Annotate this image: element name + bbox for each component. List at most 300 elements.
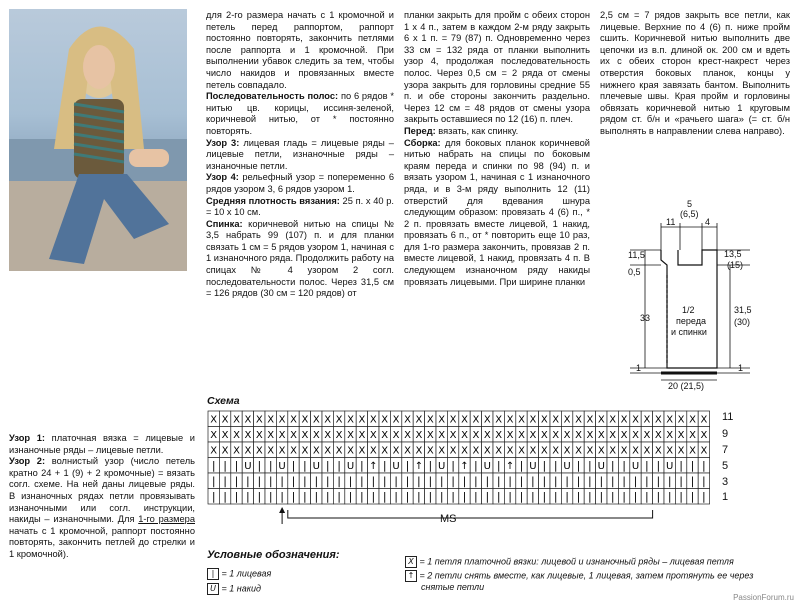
chart-cell-symbol: X [506, 445, 514, 457]
chart-cell-symbol: | [508, 474, 512, 488]
chart-cell-symbol: X [472, 430, 480, 442]
chart-cell-symbol: | [360, 474, 364, 488]
chart-cell-symbol: | [268, 459, 273, 473]
chart-cell-symbol: X [689, 445, 696, 457]
pattern-1-text: Узор 1: платочная вязка = лицевые и изнаночные ряды – лицевые петли. [9, 433, 196, 455]
chart-cell-symbol: | [519, 474, 524, 488]
garment-diagram [600, 199, 790, 391]
chart-cell-symbol: | [439, 474, 444, 488]
chart-cell-symbol: X [449, 430, 457, 442]
chart-cell-symbol: X [312, 445, 320, 457]
chart-cell-symbol: | [588, 490, 592, 504]
chart-cell-symbol: X [438, 445, 446, 457]
chart-cell-symbol: X [267, 445, 275, 457]
chart-cell-symbol: X [415, 430, 423, 442]
chart-cell-symbol: X [552, 445, 560, 457]
chart-cell-symbol: X [552, 414, 560, 426]
chart-cell-symbol: X [301, 445, 309, 457]
chart-cell-symbol: | [633, 490, 638, 504]
chart-cell-symbol: X [495, 445, 503, 457]
chart-cell-symbol: | [428, 474, 433, 488]
chart-cell-symbol: X [426, 414, 434, 426]
paragraph-assembly: Сборка: для боковых планок коричневой нитью набрать на спицы по боковым краям переда и спинки по 98 (94) п. и вязать узором 1, начиная с 1 изнаночного ряда, и в 3-м ряду выполнить 12 (11) отверстий для вдевания шнура следующим образом: провязать 4 (6) п., * 2 п. провязать вместе лицевой, 1 накид, провязать 6 п., от * повторить еще 10 раз, для 1-го размера закончить, провязав 2 п. вместе лицевой, 1 накид, провязать 4 п. В следующем изнаночном ряду накиды провязать лицевыми. При ширине планки [404, 137, 590, 287]
chart-cell-symbol: | [496, 474, 501, 488]
chart-cell-symbol: X [324, 445, 332, 457]
chart-cell-symbol: | [337, 474, 341, 488]
chart-cell-symbol: | [690, 474, 695, 488]
chart-cell-symbol: | [519, 459, 524, 473]
chart-cell-symbol: | [303, 490, 307, 504]
chart-cell-symbol: | [553, 459, 558, 473]
chart-cell-symbol: | [257, 490, 262, 504]
chart-cell-symbol: | [610, 474, 615, 488]
chart-cell-symbol: X [381, 445, 389, 457]
chart-cell-symbol: X [210, 445, 218, 457]
chart-cell-symbol: | [405, 490, 410, 504]
chart-cell-symbol: X [597, 414, 605, 426]
chart-cell-symbol: | [257, 459, 262, 473]
chart-cell-symbol: | [337, 490, 341, 504]
chart-cell-symbol: X [586, 430, 594, 442]
chart-cell-symbol: X [426, 445, 434, 457]
row-num-7: 7 [722, 444, 729, 456]
dim-left-b: 0,5 [628, 267, 641, 277]
chart-cell-symbol: X [620, 430, 628, 442]
chart-cell-symbol: X [540, 414, 548, 426]
chart-cell-symbol: X [449, 414, 457, 426]
legend-knit: | = 1 лицевая [207, 568, 271, 580]
chart-cell-symbol: | [451, 490, 455, 504]
chart-cell-symbol: | [405, 474, 410, 488]
chart-cell-symbol: | [223, 459, 227, 473]
chart-cell-symbol: X [335, 414, 343, 426]
row-num-5: 5 [722, 460, 729, 472]
chart-cell-symbol: X [677, 430, 685, 442]
chart-cell-symbol: | [508, 490, 512, 504]
legend-title: Условные обозначения: [207, 549, 340, 561]
chart-cell-symbol: X [483, 445, 491, 457]
garment-outline [600, 205, 790, 390]
chart-cell-symbol: | [531, 490, 535, 504]
chart-cell-symbol: | [667, 474, 672, 488]
chart-cell-symbol: X [312, 430, 320, 442]
paragraph-intro: для 2-го размера начать с 1 кромочной и петель перед раппортом, раппорт постоянно повторять, закончить петлями после раппорта и 1 кромочной. При выполнении убавок следить за тем, чтобы число накидов и провязанных вместе петель совпадало. [206, 10, 394, 90]
chart-cell-symbol: X [597, 445, 605, 457]
chart-cell-symbol: | [337, 459, 341, 473]
dim-top-right: 4 [705, 217, 711, 227]
chart-cell-symbol: X [221, 445, 229, 457]
chart-cell-symbol: U [597, 461, 605, 473]
paragraph-front: Перед: вязать, как спинку. [404, 125, 519, 136]
chart-cell-symbol: X [210, 430, 218, 442]
chart-cell-symbol: | [325, 474, 330, 488]
chart-cell-symbol: | [610, 459, 615, 473]
chart-cell-symbol: ↑ [369, 461, 378, 473]
chart-cell-symbol: | [519, 490, 524, 504]
chart-cell-symbol: | [622, 490, 626, 504]
chart-cell-symbol: | [382, 490, 387, 504]
chart-cell-symbol: X [563, 430, 571, 442]
chart-cell-symbol: | [599, 490, 604, 504]
dim-right-d: (30) [734, 317, 751, 327]
chart-cell-symbol: X [335, 430, 343, 442]
chart-cell-symbol: | [211, 459, 216, 473]
chart-cell-symbol: X [358, 414, 366, 426]
schema-grid [206, 409, 716, 534]
knit-symbol-icon: | [207, 568, 219, 580]
chart-cell-symbol: X [244, 430, 252, 442]
chart-cell-symbol: X [461, 445, 468, 457]
chart-cell-symbol: X [233, 414, 240, 426]
chart-cell-symbol: X [461, 414, 468, 426]
chart-cell-symbol: | [588, 459, 592, 473]
row-num-9: 9 [722, 428, 729, 440]
model-illustration [9, 9, 187, 271]
chart-cell-symbol: U [563, 461, 571, 473]
chart-cell-symbol: | [382, 474, 387, 488]
chart-cell-symbol: X [369, 414, 377, 426]
row-num-11: 11 [722, 411, 734, 423]
paragraph-pattern-3: Узор 3: лицевая гладь = лицевые ряды – лицевые петли, изнаночные ряды – изнаночные петли. [206, 137, 394, 171]
chart-cell-symbol: | [485, 490, 490, 504]
chart-cell-symbol: | [474, 474, 478, 488]
chart-cell-symbol: X [347, 430, 354, 442]
chart-cell-symbol: U [438, 461, 446, 473]
dim-center-c: и спинки [671, 327, 707, 337]
chart-cell-symbol: | [246, 474, 250, 488]
chart-cell-symbol: | [451, 474, 455, 488]
chart-cell-symbol: | [702, 490, 706, 504]
chart-cell-symbol: X [233, 445, 240, 457]
chart-cell-symbol: X [221, 430, 229, 442]
chart-cell-symbol: X [415, 445, 423, 457]
yarnover-symbol-icon: U [207, 583, 219, 595]
chart-cell-symbol: | [405, 459, 410, 473]
chart-cell-symbol: X [301, 430, 309, 442]
row-num-1: 1 [722, 491, 729, 503]
chart-cell-symbol: | [360, 490, 364, 504]
chart-cell-symbol: | [417, 474, 421, 488]
chart-cell-symbol: X [404, 445, 411, 457]
chart-cell-symbol: U [312, 461, 320, 473]
chart-cell-symbol: X [426, 430, 434, 442]
dim-center-b: переда [676, 316, 706, 326]
chart-cell-symbol: U [346, 461, 355, 473]
chart-cell-symbol: X [335, 445, 343, 457]
chart-cell-symbol: X [472, 445, 480, 457]
chart-cell-symbol: X [392, 430, 400, 442]
chart-cell-symbol: | [280, 474, 284, 488]
chart-cell-symbol: | [679, 474, 683, 488]
chart-cell-symbol: X [290, 445, 297, 457]
chart-cell-symbol: | [394, 474, 398, 488]
dim-left-d: 1 [636, 363, 642, 373]
chart-cell-symbol: X [244, 414, 252, 426]
chart-cell-symbol: | [588, 474, 592, 488]
chart-cell-symbol: | [325, 459, 330, 473]
paragraph-density: Средняя плотность вязания: 25 п. х 40 р. = 10 х 10 см. [206, 195, 394, 218]
chart-cell-symbol: X [210, 414, 218, 426]
chart-cell-symbol: X [666, 430, 674, 442]
chart-cell-symbol: | [565, 490, 569, 504]
chart-cell-symbol: | [576, 474, 581, 488]
chart-cell-symbol: X [255, 430, 263, 442]
chart-cell-symbol: | [576, 459, 581, 473]
chart-cell-symbol: X [278, 445, 286, 457]
chart-cell-symbol: | [702, 459, 706, 473]
chart-cell-symbol: ↑ [460, 461, 469, 473]
chart-cell-symbol: X [654, 445, 662, 457]
chart-cell-symbol: X [552, 430, 560, 442]
chart-cell-symbol: X [563, 414, 571, 426]
chart-cell-symbol: | [314, 490, 319, 504]
dim-top-mid: 5 [687, 199, 693, 209]
chart-cell-symbol: X [233, 430, 240, 442]
chart-cell-symbol: | [280, 490, 284, 504]
chart-cell-symbol: X [392, 414, 400, 426]
chart-cell-symbol: X [689, 414, 696, 426]
chart-cell-symbol: | [394, 490, 398, 504]
chart-cell-symbol: | [656, 474, 661, 488]
chart-cell-symbol: X [575, 430, 582, 442]
chart-cell-symbol: X [609, 414, 617, 426]
chart-cell-symbol: X [632, 445, 639, 457]
chart-cell-symbol: X [575, 445, 582, 457]
chart-cell-symbol: X [575, 414, 582, 426]
chart-cell-symbol: X [700, 430, 708, 442]
chart-cell-symbol: | [474, 490, 478, 504]
chart-cell-symbol: | [291, 490, 296, 504]
chart-cell-symbol: X [643, 414, 651, 426]
chart-cell-symbol: | [348, 490, 353, 504]
chart-cell-symbol: | [542, 474, 547, 488]
chart-cell-symbol: X [689, 430, 696, 442]
chart-cell-symbol: | [690, 490, 695, 504]
chart-cell-symbol: X [506, 430, 514, 442]
paragraph-assembly-cont: 2,5 см = 7 рядов закрыть все петли, как лицевые. Верхние по 4 (6) п. ниже пройм сшить. Коричневой нитью выполнить две цепочки из в.п. длиной ок. 200 см и вдеть их с обеих сторон крест-накрест через отверстия боковых планок, концы у нижнего края завязать бантом. Выполнить плечевые швы. Края пройм и горловины обвязать коричневой нитью 1 круговым рядом ст. б/н и «рачьего шага» (= ст. б/н выполнять в направлении слева направо). [600, 10, 790, 136]
chart-cell-symbol: U [529, 461, 537, 473]
paragraph-back: Спинка: коричневой нитью на спицы № 3,5 набрать 99 (107) п. и для планки связать 1 см = 5 рядов узором 1, начиная с 1 изнаночного ряда. Продолжить работу на спицах № 4 узором 2 согл. последовательности полос. Через 31,5 см = 126 рядов (30 см = 120 рядов) от [206, 218, 394, 299]
rapport-bracket [288, 510, 653, 518]
chart-cell-symbol: | [291, 459, 296, 473]
chart-cell-symbol: X [700, 445, 708, 457]
chart-cell-symbol: | [246, 490, 250, 504]
chart-cell-symbol: X [700, 414, 708, 426]
chart-cell-symbol: | [622, 474, 626, 488]
chart-cell-symbol: X [324, 430, 332, 442]
chart-cell-symbol: | [428, 459, 433, 473]
chart-cell-symbol: | [291, 474, 296, 488]
chart-cell-symbol: | [565, 474, 569, 488]
chart-cell-symbol: | [576, 490, 581, 504]
chart-cell-symbol: | [553, 490, 558, 504]
chart-cell-symbol: X [654, 430, 662, 442]
chart-cell-symbol: | [439, 490, 444, 504]
chart-cell-symbol: | [417, 490, 421, 504]
chart-cell-symbol: X [495, 430, 503, 442]
chart-cell-symbol: X [677, 445, 685, 457]
decrease-symbol-icon: ↑ [405, 570, 417, 582]
chart-cell-symbol: X [586, 445, 594, 457]
chart-cell-symbol: | [553, 474, 558, 488]
chart-cell-symbol: X [529, 414, 537, 426]
dim-top-mid-alt: (6,5) [680, 209, 699, 219]
chart-cell-symbol: | [303, 459, 307, 473]
chart-cell-symbol: X [518, 414, 525, 426]
chart-cell-symbol: | [303, 474, 307, 488]
chart-cell-symbol: X [666, 445, 674, 457]
chart-cell-symbol: | [314, 474, 319, 488]
chart-cell-symbol: | [702, 474, 706, 488]
chart-cell-symbol: X [609, 430, 617, 442]
chart-cell-symbol: | [656, 459, 661, 473]
paragraph-back-cont: планки закрыть для пройм с обеих сторон 1 х 4 п., затем в каждом 2-м ряду закрыть 6 х 1 п. = 79 (87) п. Одновременно через 33 см = 132 ряда от планки выполнить узор 4, продолжая последовательность полос. Через 0,5 см = 2 ряда от смены узора закрыть для горловины средние 55 п. и обе стороны закончить раздельно. Через 12 см = 48 рядов от смены узора закрыть оставшиеся по 12 (16) п. плеч. [404, 10, 590, 125]
chart-cell-symbol: X [563, 445, 571, 457]
dim-bottom: 20 (21,5) [668, 381, 705, 391]
legend-yarnover: U = 1 накид [207, 583, 261, 595]
chart-cell-symbol: X [518, 445, 525, 457]
chart-cell-symbol: X [643, 430, 651, 442]
chart-cell-symbol: X [483, 430, 491, 442]
chart-cell-symbol: X [540, 445, 548, 457]
paragraph-stripes: Последовательность полос: по 6 рядов * нитью цв. корицы, иссиня-зеленой, коричневой нитью, от * постоянно повторять. [206, 91, 394, 136]
chart-cell-symbol: X [244, 445, 252, 457]
chart-cell-symbol: | [645, 490, 649, 504]
chart-cell-symbol: U [483, 461, 491, 473]
chart-cell-symbol: | [211, 474, 216, 488]
pattern-2-text: Узор 2: волнистый узор (число петель кратно 24 + 1 (9) + 2 кромочные) = вязать согл. схеме. На ней даны лицевые ряды. В изнаночных рядах петли провязывать изнаночными или согл. инструкции, накиды – изнаночными. Для 1-го размера начать с 1 кромочной, раппорт постоянно повторять, закончить петлей до стрелки и 1 кромочной). [9, 456, 195, 559]
chart-cell-symbol: | [382, 459, 387, 473]
chart-cell-symbol: | [679, 459, 683, 473]
chart-cell-symbol: X [369, 445, 377, 457]
chart-cell-symbol: X [404, 430, 411, 442]
chart-cell-symbol: X [620, 414, 628, 426]
dim-right-b: (15) [727, 260, 744, 270]
chart-cell-symbol: | [633, 474, 638, 488]
chart-cell-symbol: X [529, 445, 537, 457]
chart-cell-symbol: U [278, 461, 286, 473]
dim-right-c: 31,5 [734, 305, 752, 315]
chart-cell-symbol: | [348, 474, 353, 488]
chart-cell-symbol: X [609, 445, 617, 457]
chart-cell-symbol: | [451, 459, 455, 473]
chart-cell-symbol: | [542, 459, 547, 473]
chart-cell-symbol: X [632, 430, 639, 442]
chart-cell-symbol: X [312, 414, 320, 426]
chart-cell-symbol: U [392, 461, 400, 473]
dim-right-a: 13,5 [724, 249, 742, 259]
chart-cell-symbol: X [529, 430, 537, 442]
chart-cell-symbol: U [631, 461, 640, 473]
text-column-1 [206, 10, 394, 300]
chart-cell-symbol: X [643, 445, 651, 457]
dim-right-e: 1 [738, 363, 744, 373]
chart-cell-symbol: X [369, 430, 377, 442]
chart-cell-symbol: X [438, 430, 446, 442]
chart-grid [206, 409, 716, 534]
chart-cell-symbol: X [381, 430, 389, 442]
model-photo [9, 9, 187, 271]
chart-cell-symbol: X [415, 414, 423, 426]
chart-cell-symbol: | [474, 459, 478, 473]
chart-cell-symbol: X [472, 414, 480, 426]
garter-symbol-icon: X [405, 556, 417, 568]
chart-cell-symbol: U [666, 461, 674, 473]
chart-cell-symbol: X [654, 414, 662, 426]
chart-cell-symbol: X [221, 414, 229, 426]
chart-cell-symbol: X [347, 445, 354, 457]
chart-cell-symbol: ↑ [414, 461, 424, 473]
chart-cell-symbol: | [371, 490, 376, 504]
chart-cell-symbol: | [610, 490, 615, 504]
chart-cell-symbol: | [462, 474, 467, 488]
chart-cell-symbol: | [690, 459, 695, 473]
ms-label: MS [440, 513, 457, 525]
chart-cell-symbol: X [438, 414, 446, 426]
chart-cell-symbol: X [347, 414, 354, 426]
chart-cell-symbol: | [679, 490, 683, 504]
chart-cell-symbol: X [495, 414, 503, 426]
text-column-3 [600, 10, 790, 138]
chart-cell-symbol: X [255, 445, 263, 457]
chart-cell-symbol: X [483, 414, 491, 426]
chart-cell-symbol: | [599, 474, 604, 488]
chart-cell-symbol: X [597, 430, 605, 442]
chart-cell-symbol: X [278, 430, 286, 442]
chart-cell-symbol: X [461, 430, 468, 442]
chart-cell-symbol: | [645, 459, 649, 473]
chart-cell-symbol: X [267, 430, 275, 442]
chart-cell-symbol: X [324, 414, 332, 426]
rapport-arrow-head [279, 507, 285, 513]
site-watermark: PassionForum.ru [733, 593, 794, 602]
chart-cell-symbol: | [268, 490, 273, 504]
chart-cell-symbol: X [255, 414, 263, 426]
chart-cell-symbol: | [325, 490, 330, 504]
chart-cell-symbol: | [485, 474, 490, 488]
chart-cell-symbol: X [632, 414, 639, 426]
chart-cell-symbol: X [290, 414, 297, 426]
dim-top-left: 11 [666, 217, 676, 227]
text-column-2 [404, 10, 590, 288]
chart-cell-symbol: X [358, 445, 366, 457]
chart-cell-symbol: X [392, 445, 400, 457]
chart-cell-symbol: U [244, 461, 252, 473]
dim-center-a: 1/2 [682, 305, 695, 315]
chart-cell-symbol: X [586, 414, 594, 426]
chart-cell-symbol: | [542, 490, 547, 504]
chart-cell-symbol: | [257, 474, 262, 488]
chart-cell-symbol: X [518, 430, 525, 442]
chart-cell-symbol: | [462, 490, 467, 504]
chart-cell-symbol: X [290, 430, 297, 442]
chart-cell-symbol: X [449, 445, 457, 457]
chart-cell-symbol: X [540, 430, 548, 442]
chart-cell-symbol: | [234, 474, 239, 488]
chart-cell-symbol: | [496, 459, 501, 473]
chart-cell-symbol: X [620, 445, 628, 457]
chart-cell-symbol: X [381, 414, 389, 426]
chart-cell-symbol: | [531, 474, 535, 488]
legend-decrease: ↑ = 2 петли снять вместе, как лицевые, 1 лицевая, затем протянуть ее через снятые петли [405, 570, 790, 592]
schema-title: Схема [207, 395, 240, 407]
chart-cell-symbol: | [428, 490, 433, 504]
row-num-3: 3 [722, 476, 729, 488]
legend-garter: X = 1 петля платочной вязки: лицевой и изнаночный ряды – лицевая петля [405, 556, 734, 568]
chart-cell-symbol: X [358, 430, 366, 442]
chart-cell-symbol: | [645, 474, 649, 488]
paragraph-pattern-4: Узор 4: рельефный узор = попеременно 6 рядов узором 3, 6 рядов узором 1. [206, 172, 394, 194]
